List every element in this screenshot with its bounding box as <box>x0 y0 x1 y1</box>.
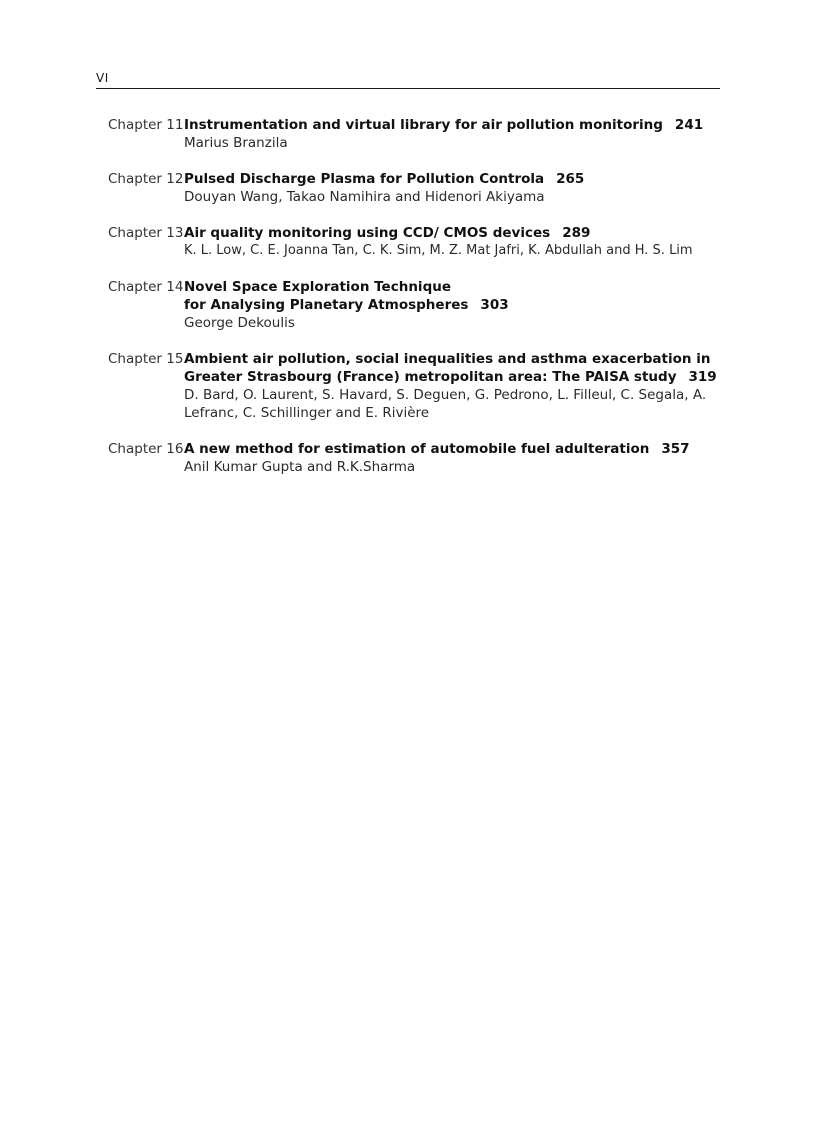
chapter-title[interactable] <box>184 116 736 134</box>
toc-entry-body <box>184 350 736 422</box>
chapter-authors: K. L. Low, C. E. Joanna Tan, C. K. Sim, M. Z. Mat Jafri, K. Abdullah and H. S. Lim <box>184 243 693 258</box>
chapter-title[interactable] <box>184 224 736 242</box>
chapter-title-line: Air quality monitoring using CCD/ CMOS devices <box>184 225 551 241</box>
chapter-page-number: 303 <box>480 297 509 313</box>
toc-entry-chapter-12 <box>96 170 736 206</box>
table-of-contents <box>96 116 736 476</box>
chapter-page-number: 289 <box>562 225 591 241</box>
chapter-label <box>96 170 184 188</box>
chapter-title[interactable] <box>184 350 736 386</box>
chapter-title[interactable] <box>184 440 736 458</box>
chapter-label-text: Chapter 16 <box>108 441 184 457</box>
chapter-label <box>96 278 184 296</box>
toc-entry-chapter-16 <box>96 440 736 476</box>
toc-entry-chapter-13 <box>96 224 736 260</box>
chapter-authors: Anil Kumar Gupta and R.K.Sharma <box>184 459 416 475</box>
chapter-label <box>96 350 184 368</box>
toc-entry-chapter-15 <box>96 350 736 422</box>
chapter-authors: Marius Branzila <box>184 135 288 151</box>
page-number: VI <box>96 71 109 85</box>
toc-entry-chapter-11 <box>96 116 736 152</box>
chapter-label <box>96 116 184 134</box>
page-header <box>96 70 720 89</box>
chapter-label <box>96 440 184 458</box>
chapter-label-text: Chapter 15 <box>108 351 184 367</box>
chapter-label-text: Chapter 12 <box>108 171 184 187</box>
chapter-title-line: A new method for estimation of automobile fuel adulteration <box>184 441 650 457</box>
toc-entry-body <box>184 224 736 260</box>
toc-entry-body <box>184 278 736 332</box>
chapter-label <box>96 224 184 242</box>
chapter-authors-line: D. Bard, O. Laurent, S. Havard, S. Deguen, G. Pedrono, L. Filleul, C. Segala, A. <box>184 387 707 403</box>
toc-entry-body <box>184 116 736 152</box>
toc-entry-body <box>184 440 736 476</box>
chapter-title-line: Greater Strasbourg (France) metropolitan area: The PAISA study <box>184 369 677 385</box>
chapter-authors <box>184 386 736 422</box>
chapter-title-line: Ambient air pollution, social inequalities and asthma exacerbation in <box>184 351 711 367</box>
chapter-title-line: Instrumentation and virtual library for air pollution monitoring <box>184 117 663 133</box>
chapter-page-number: 357 <box>661 441 690 457</box>
chapter-title-line: Pulsed Discharge Plasma for Pollution Controla <box>184 171 545 187</box>
chapter-label-text: Chapter 13 <box>108 225 184 241</box>
chapter-page-number: 241 <box>674 117 704 133</box>
chapter-page-number: 265 <box>556 171 585 187</box>
chapter-authors-line: Lefranc, C. Schillinger and E. Rivière <box>184 405 430 421</box>
chapter-authors: Douyan Wang, Takao Namihira and Hidenori Akiyama <box>184 189 545 205</box>
chapter-authors: George Dekoulis <box>184 315 295 331</box>
chapter-title-line: Novel Space Exploration Technique <box>184 279 451 295</box>
chapter-title[interactable] <box>184 170 736 188</box>
chapter-label-text: Chapter 14 <box>108 279 184 295</box>
toc-entry-body <box>184 170 736 206</box>
chapter-title[interactable] <box>184 278 736 314</box>
chapter-label-text: Chapter 11 <box>108 117 184 133</box>
chapter-title-line: for Analysing Planetary Atmospheres <box>184 297 469 313</box>
chapter-page-number: 319 <box>688 369 717 385</box>
toc-entry-chapter-14 <box>96 278 736 332</box>
